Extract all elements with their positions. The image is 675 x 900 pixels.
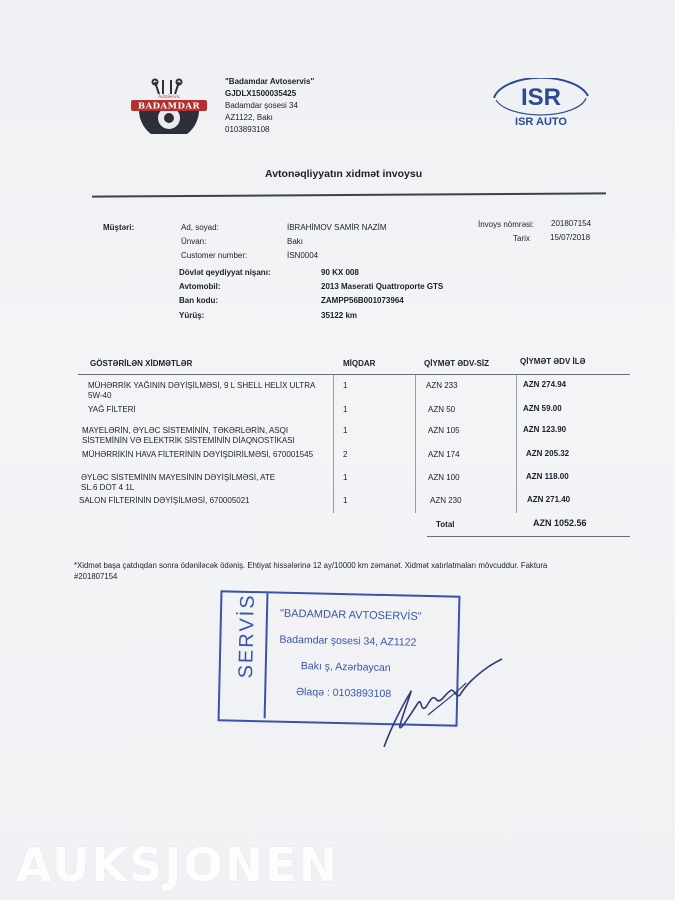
table-row-service: MÜHƏRRİK YAĞININ DƏYİŞİLMƏSİ, 9 L SHELL HELİX ULTRA — [88, 381, 316, 390]
seller-street: Badamdar şosesi 34 — [225, 101, 298, 110]
watermark: AUKSJONEN — [16, 838, 339, 892]
seller-phone: 0103893108 — [225, 125, 270, 134]
stamp-line: Badamdar şosesi 34, AZ1122 — [279, 633, 417, 649]
customer-number-value: İSN0004 — [287, 251, 319, 260]
total-label: Total — [436, 520, 455, 529]
table-row-qty: 2 — [343, 450, 348, 459]
table-row-net: AZN 174 — [428, 450, 460, 459]
vehicle-vin-value: ZAMPP56B001073964 — [321, 296, 404, 305]
seller-name: "Badamdar Avtoservis" — [225, 77, 315, 86]
invoice-date-value: 15/07/2018 — [550, 233, 591, 242]
customer-address-label: Ünvan: — [181, 237, 207, 246]
vehicle-plate-value: 90 KX 008 — [321, 268, 359, 277]
table-row-service: YAĞ FİLTERİ — [88, 405, 136, 414]
customer-name-label: Ad, soyad: — [181, 223, 219, 232]
table-row-gross: AZN 118.00 — [526, 472, 569, 481]
vehicle-mileage-value: 35122 km — [321, 311, 358, 320]
invoice-title: Avtonəqliyyatın xidmət invoysu — [265, 168, 423, 180]
stamp-line: "BADAMDAR AVTOSERVİS" — [279, 607, 422, 623]
vehicle-car-label: Avtomobil: — [179, 282, 221, 291]
customer-number-label: Customer number: — [181, 251, 248, 260]
table-row-service-cont: SİSTEMİNİN VƏ ELEKTRİK SİSTEMİNİN DİAQNOSTİKASI — [82, 436, 295, 445]
header-divider — [92, 192, 606, 197]
vehicle-plate-label: Dövlət qeydiyyat nişanı: — [179, 268, 271, 277]
table-header-divider — [78, 374, 630, 375]
invoice-date-label: Tarix — [513, 234, 530, 243]
table-row-qty: 1 — [343, 426, 348, 435]
total-underline — [427, 536, 630, 537]
footnote: *Xidmət başa çatdıqdan sonra ödəniləcək ödəniş. Ehtiyat hissələrinə 12 ay/10000 km zəmanət. Xidmət xatırlatmaları mövcuddur. Faktura — [74, 561, 548, 570]
table-header-net: QİYMƏT ƏDV-SİZ — [424, 359, 489, 368]
table-row-service-cont: 5W-40 — [88, 391, 112, 400]
customer-name-value: İBRAHİMOV SAMİR NAZİM — [287, 223, 387, 232]
table-row-net: AZN 230 — [430, 496, 462, 505]
signature — [370, 655, 505, 755]
vehicle-vin-label: Ban kodu: — [179, 296, 219, 305]
invoice-number-label: İnvoys nömrəsi: — [478, 220, 535, 229]
stamp-divider — [264, 593, 269, 718]
badamdar-logo — [125, 76, 213, 134]
footnote-cont: #201807154 — [74, 572, 118, 581]
stamp-vertical-text: SERVİS — [235, 593, 259, 679]
logo-small-text: AutoServis — [158, 94, 180, 99]
isr-auto-logo — [490, 78, 592, 130]
table-row-qty: 1 — [343, 473, 348, 482]
table-row-net: AZN 105 — [428, 426, 460, 435]
table-row-gross: AZN 59.00 — [523, 404, 562, 413]
table-row-net: AZN 233 — [426, 381, 458, 390]
table-row-service: MÜHƏRRİKİN HAVA FİLTERİNİN DƏYİŞDİRİLMƏSİ, 670001545 — [82, 450, 314, 459]
vehicle-mileage-label: Yürüş: — [179, 311, 205, 320]
table-row-qty: 1 — [343, 381, 348, 390]
vehicle-car-value: 2013 Maserati Quattroporte GTS — [321, 282, 444, 291]
table-row-gross: AZN 274.94 — [523, 380, 567, 389]
total-value: AZN 1052.56 — [533, 518, 587, 528]
table-row-qty: 1 — [343, 496, 348, 505]
table-row-service: MAYELƏRİN, ƏYLƏC SİSTEMİNİN, TƏKƏRLƏRİN, ASQI — [82, 426, 289, 435]
isr-logo-text: ISR — [520, 84, 562, 111]
table-header-gross: QİYMƏT ƏDV İLƏ — [520, 357, 586, 366]
table-row-net: AZN 100 — [428, 473, 460, 482]
customer-address-value: Bakı — [287, 237, 304, 246]
logo-text: BADAMDAR — [137, 101, 201, 112]
customer-section-label: Müştəri: — [103, 223, 135, 232]
stamp-line: Əlaqə : 0103893108 — [296, 686, 392, 701]
table-header-services: GÖSTƏRİLƏN XİDMƏTLƏR — [90, 359, 193, 368]
invoice-number-value: 201807154 — [551, 219, 592, 228]
table-column-divider — [415, 375, 416, 513]
seller-city: AZ1122, Bakı — [225, 113, 273, 122]
table-column-divider — [516, 375, 517, 513]
seller-tax-id: GJDLX1500035425 — [225, 89, 297, 98]
table-row-service: SALON FİLTERİNİN DƏYİŞİLMƏSİ, 670005021 — [79, 496, 250, 505]
table-row-gross: AZN 205.32 — [526, 449, 570, 458]
isr-logo-subtext: ISR AUTO — [515, 116, 567, 128]
table-row-service-cont: SL.6 DOT 4 1L — [81, 483, 135, 492]
table-column-divider — [333, 375, 334, 513]
table-row-gross: AZN 271.40 — [527, 495, 571, 504]
table-row-service: ƏYLƏC SİSTEMİNİN MAYESİNİN DƏYİŞİLMƏSİ, ATE — [81, 473, 276, 482]
table-row-qty: 1 — [343, 405, 348, 414]
table-header-qty: MİQDAR — [343, 359, 376, 368]
table-row-net: AZN 50 — [428, 405, 456, 414]
stamp-line: Bakı ş, Azərbaycan — [300, 660, 391, 675]
table-row-gross: AZN 123.90 — [523, 425, 567, 434]
